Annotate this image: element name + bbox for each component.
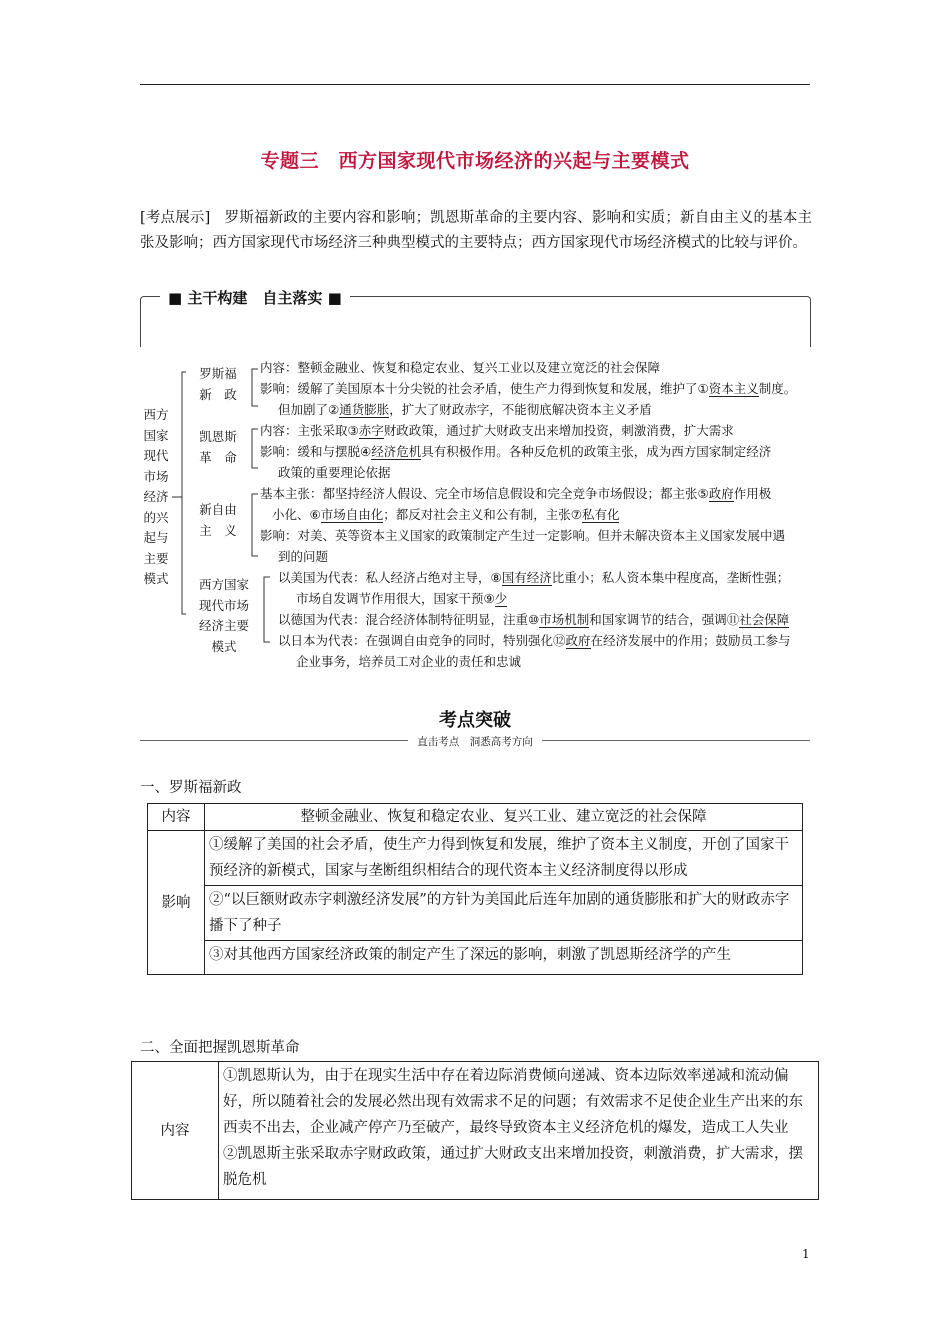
- part1-content-text: 整顿金融业、恢复和稳定农业、复兴工业、建立宽泛的社会保障: [205, 804, 803, 831]
- intro-text: 罗斯福新政的主要内容和影响；凯恩斯革命的主要内容、影响和实质；新自由主义的基本主张及影响；西方国家现代市场经济三种典型模式的主要特点；西方国家现代市场经济模式的比较与评价。: [140, 210, 813, 251]
- branch-neoliberal-line-3: 影响：对美、英等资本主义国家的政策制定产生过一定影响。但并未解决资本主义国家发展中遇: [260, 528, 786, 543]
- branch-neoliberal-line-2: 小化、⑥市场自由化；都反对社会主义和公有制，主张⑦私有化: [272, 507, 620, 522]
- part2-content-label: 内容: [132, 1062, 219, 1200]
- part1-impact-1: ①缓解了美国的社会矛盾，使生产力得到恢复和发展，维护了资本主义制度，开创了国家干预经济的新模式，国家与垄断组织相结合的现代资本主义经济制度得以形成: [205, 831, 803, 886]
- part1-heading: 一、罗斯福新政: [140, 780, 242, 796]
- framework-title: ■ 主干构建 自主落实 ■: [160, 287, 350, 308]
- branch-neoliberal-line-1: 基本主张：都坚持经济人假设、完全市场信息假设和完全竞争市场假设；都主张⑤政府作用极: [260, 486, 772, 501]
- branch-models-line-2: 市场自发调节作用很大，国家干预⑨少: [296, 591, 508, 606]
- branch-roosevelt-line-1: 内容：整顿金融业、恢复和稳定农业、复兴工业以及建立宽泛的社会保障: [260, 360, 661, 375]
- section-subtitle: 直击考点 洞悉高考方向: [0, 734, 950, 749]
- branch-label-models: 西方国家 现代市场 经济主要 模式: [198, 577, 249, 654]
- branch-neoliberal-line-4: 到的问题: [278, 549, 329, 564]
- part1-impact-2: ②“以巨额财政赤字刺激经济发展”的方针为美国此后连年加剧的通货膨胀和扩大的财政赤字播下了种子: [205, 886, 803, 941]
- part1-impact-3: ③对其他西方国家经济政策的制定产生了深远的影响，刺激了凯恩斯经济学的产生: [205, 941, 803, 975]
- part2-content-line-2: ②凯恩斯主张采取赤字财政政策，通过扩大财政支出来增加投资，刺激消费，扩大需求，摆脱危机: [223, 1146, 803, 1188]
- intro-tag: [考点展示]: [140, 210, 211, 226]
- branch-models-line-1: 以美国为代表：私人经济占绝对主导，⑧国有经济比重小；私人资本集中程度高，垄断性强；: [278, 570, 790, 585]
- branch-models-line-3: 以德国为代表：混合经济体制特征明显，注重⑩市场机制和国家调节的结合，强调⑪社会保障: [278, 612, 790, 627]
- part1-content-label: 内容: [148, 804, 205, 831]
- part2-table: [131, 1061, 819, 1200]
- part1-table: [147, 803, 803, 975]
- section-title: 考点突破: [439, 710, 511, 731]
- branch-keynes-line-1: 内容：主张采取③赤字财政政策，通过扩大财政支出来增加投资，刺激消费，扩大需求: [260, 423, 734, 438]
- branch-label-keynes: 凯恩斯 革 命: [199, 429, 237, 465]
- part2-heading: 二、全面把握凯恩斯革命: [140, 1040, 300, 1056]
- branch-label-roosevelt: 罗斯福 新 政: [199, 366, 237, 402]
- part2-content-cell: [219, 1062, 819, 1200]
- branch-roosevelt-line-3: 但加剧了②通货膨胀，扩大了财政赤字，不能彻底解决资本主义矛盾: [278, 402, 652, 417]
- page-title: 专题三 西方国家现代市场经济的兴起与主要模式: [260, 150, 690, 172]
- branch-models-line-4: 以日本为代表：在强调自由竞争的同时，特别强化⑫政府在经济发展中的作用；鼓励员工参与: [278, 633, 791, 648]
- branch-label-neoliberal: 新自由 主 义: [199, 502, 237, 538]
- mindmap-root: 西方 国家 现代 市场 经济 的兴 起与 主要 模式: [143, 407, 169, 586]
- part1-impact-label: 影响: [148, 831, 205, 975]
- part2-content-line-1: ①凯恩斯认为，由于在现实生活中存在着边际消费倾向递减、资本边际效率递减和流动偏好，所以随着社会的发展必然出现有效需求不足的问题；有效需求不足使企业生产出来的东西卖不出去，企业减产停产乃至破产，最终导致资本主义经济危机的爆发，造成工人失业: [223, 1068, 803, 1136]
- branch-keynes-line-3: 政策的重要理论依据: [278, 465, 391, 480]
- branch-roosevelt-line-2: 影响：缓解了美国原本十分尖锐的社会矛盾，使生产力得到恢复和发展，维护了①资本主义制度。: [260, 381, 797, 396]
- branch-keynes-line-2: 影响：缓和与摆脱④经济危机具有积极作用。各种反危机的政策主张，成为西方国家制定经济: [260, 444, 772, 459]
- branch-models-line-5: 企业事务，培养员工对企业的责任和忠诚: [296, 654, 522, 669]
- page-number: 1: [802, 1247, 810, 1261]
